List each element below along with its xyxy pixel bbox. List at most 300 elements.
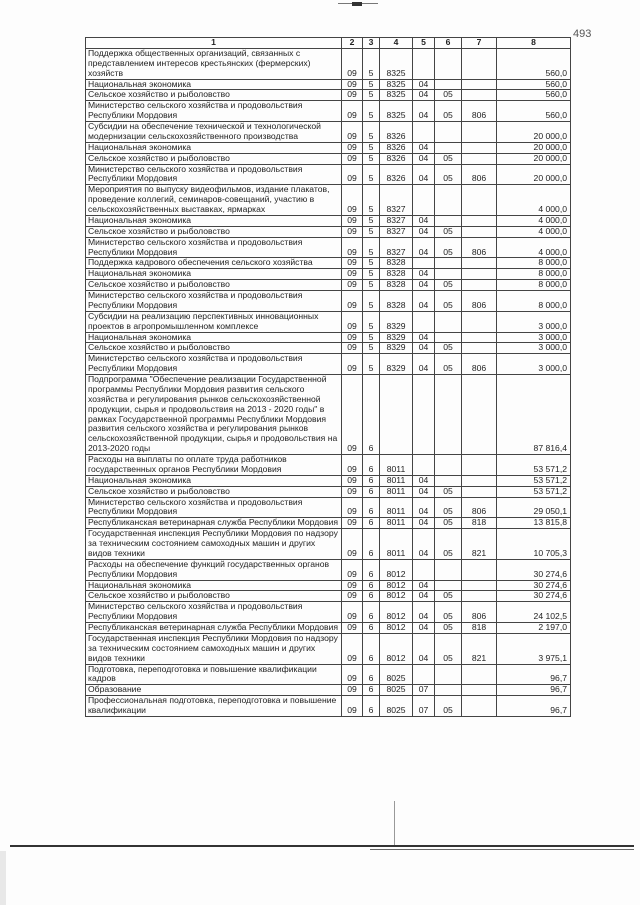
row-code-cell: 8326 xyxy=(380,153,413,164)
row-amount-cell: 3 975,1 xyxy=(497,633,571,664)
row-code-cell: 09 xyxy=(342,375,363,455)
row-name-cell: Государственная инспекция Республики Мордовия по надзору за техническим состоянием самоходных машин и других видов техники xyxy=(86,633,342,664)
table-row xyxy=(86,122,571,143)
table-row xyxy=(86,591,571,602)
row-code-cell: 05 xyxy=(435,633,462,664)
row-code-cell: 09 xyxy=(342,633,363,664)
row-code-cell: 04 xyxy=(413,602,435,623)
row-code-cell: 09 xyxy=(342,237,363,258)
row-code-cell: 05 xyxy=(435,486,462,497)
row-name-cell: Мероприятия по выпуску видеофильмов, издание плакатов, проведение коллегий, семинаров-совещаний, участию в сельскохозяйственных выставках, ярмарках xyxy=(86,185,342,216)
row-name-cell: Министерство сельского хозяйства и продовольствия Республики Мордовия xyxy=(86,354,342,375)
row-code-cell: 09 xyxy=(342,164,363,185)
row-code-cell: 05 xyxy=(435,237,462,258)
row-code-cell: 09 xyxy=(342,142,363,153)
row-code-cell: 8327 xyxy=(380,226,413,237)
row-code-cell: 05 xyxy=(435,497,462,518)
row-code-cell: 09 xyxy=(342,291,363,312)
row-name-cell: Национальная экономика xyxy=(86,269,342,280)
row-code-cell: 8012 xyxy=(380,559,413,580)
row-code-cell xyxy=(435,311,462,332)
row-name-cell: Министерство сельского хозяйства и продовольствия Республики Мордовия xyxy=(86,237,342,258)
row-amount-cell: 560,0 xyxy=(497,90,571,101)
row-code-cell: 6 xyxy=(363,529,380,560)
table-row xyxy=(86,497,571,518)
row-name-cell: Республиканская ветеринарная служба Республики Мордовия xyxy=(86,518,342,529)
row-code-cell xyxy=(462,559,497,580)
row-code-cell: 09 xyxy=(342,559,363,580)
row-code-cell: 6 xyxy=(363,486,380,497)
row-amount-cell: 560,0 xyxy=(497,101,571,122)
row-code-cell: 05 xyxy=(435,696,462,717)
row-code-cell: 04 xyxy=(413,475,435,486)
row-amount-cell: 20 000,0 xyxy=(497,164,571,185)
row-code-cell: 04 xyxy=(413,518,435,529)
table-row xyxy=(86,343,571,354)
row-code-cell xyxy=(435,48,462,79)
table-row xyxy=(86,475,571,486)
row-code-cell: 6 xyxy=(363,685,380,696)
row-code-cell: 09 xyxy=(342,664,363,685)
row-code-cell: 07 xyxy=(413,696,435,717)
row-code-cell: 04 xyxy=(413,291,435,312)
row-amount-cell: 560,0 xyxy=(497,48,571,79)
row-amount-cell: 3 000,0 xyxy=(497,332,571,343)
row-code-cell: 09 xyxy=(342,696,363,717)
table-body xyxy=(86,48,571,716)
row-amount-cell: 96,7 xyxy=(497,685,571,696)
row-code-cell: 6 xyxy=(363,623,380,634)
row-name-cell: Министерство сельского хозяйства и продовольствия Республики Мордовия xyxy=(86,164,342,185)
row-amount-cell: 10 705,3 xyxy=(497,529,571,560)
row-code-cell: 09 xyxy=(342,497,363,518)
row-code-cell: 5 xyxy=(363,258,380,269)
row-code-cell: 09 xyxy=(342,280,363,291)
row-code-cell: 09 xyxy=(342,475,363,486)
row-code-cell: 8326 xyxy=(380,122,413,143)
row-name-cell: Расходы на обеспечение функций государственных органов Республики Мордовия xyxy=(86,559,342,580)
row-code-cell: 04 xyxy=(413,591,435,602)
row-code-cell: 04 xyxy=(413,354,435,375)
table-row xyxy=(86,311,571,332)
row-amount-cell: 30 274,6 xyxy=(497,559,571,580)
row-code-cell: 821 xyxy=(462,633,497,664)
page-bottom-rule-secondary xyxy=(370,849,634,850)
row-code-cell: 04 xyxy=(413,280,435,291)
row-code-cell: 6 xyxy=(363,591,380,602)
table-row xyxy=(86,602,571,623)
scan-artifact-line xyxy=(394,801,395,845)
row-code-cell: 09 xyxy=(342,455,363,476)
row-code-cell: 6 xyxy=(363,580,380,591)
row-code-cell xyxy=(462,215,497,226)
row-code-cell: 8327 xyxy=(380,185,413,216)
row-code-cell xyxy=(435,122,462,143)
row-code-cell xyxy=(462,486,497,497)
row-code-cell: 09 xyxy=(342,311,363,332)
row-code-cell: 04 xyxy=(413,269,435,280)
row-code-cell: 04 xyxy=(413,90,435,101)
row-code-cell xyxy=(435,258,462,269)
row-code-cell xyxy=(435,685,462,696)
row-code-cell: 8011 xyxy=(380,518,413,529)
row-code-cell xyxy=(413,48,435,79)
row-code-cell: 8325 xyxy=(380,48,413,79)
row-code-cell: 8325 xyxy=(380,90,413,101)
row-code-cell: 6 xyxy=(363,475,380,486)
row-amount-cell: 4 000,0 xyxy=(497,226,571,237)
row-amount-cell: 4 000,0 xyxy=(497,215,571,226)
row-code-cell: 8012 xyxy=(380,591,413,602)
row-amount-cell: 20 000,0 xyxy=(497,122,571,143)
row-amount-cell: 30 274,6 xyxy=(497,580,571,591)
row-code-cell xyxy=(435,559,462,580)
row-code-cell: 8025 xyxy=(380,664,413,685)
table-row xyxy=(86,486,571,497)
row-code-cell: 09 xyxy=(342,685,363,696)
page-number: 493 xyxy=(573,28,592,40)
row-code-cell xyxy=(462,475,497,486)
table-row xyxy=(86,685,571,696)
row-code-cell xyxy=(462,696,497,717)
row-code-cell xyxy=(413,559,435,580)
row-code-cell: 8328 xyxy=(380,258,413,269)
table-row xyxy=(86,633,571,664)
column-header: 8 xyxy=(497,38,571,49)
row-code-cell xyxy=(462,280,497,291)
row-code-cell: 05 xyxy=(435,623,462,634)
row-code-cell: 09 xyxy=(342,580,363,591)
table-row xyxy=(86,153,571,164)
row-code-cell xyxy=(435,475,462,486)
row-code-cell: 04 xyxy=(413,497,435,518)
row-code-cell: 8329 xyxy=(380,332,413,343)
row-code-cell: 806 xyxy=(462,602,497,623)
row-code-cell: 09 xyxy=(342,343,363,354)
table-row xyxy=(86,237,571,258)
row-name-cell: Министерство сельского хозяйства и продовольствия Республики Мордовия xyxy=(86,291,342,312)
row-code-cell: 04 xyxy=(413,142,435,153)
row-code-cell xyxy=(462,332,497,343)
row-name-cell: Субсидии на реализацию перспективных инновационных проектов в агропромышленном комплексе xyxy=(86,311,342,332)
table-row xyxy=(86,580,571,591)
row-code-cell xyxy=(413,258,435,269)
row-code-cell: 818 xyxy=(462,518,497,529)
row-name-cell: Министерство сельского хозяйства и продовольствия Республики Мордовия xyxy=(86,101,342,122)
row-code-cell xyxy=(435,142,462,153)
row-code-cell: 04 xyxy=(413,79,435,90)
row-code-cell: 8012 xyxy=(380,633,413,664)
row-code-cell: 04 xyxy=(413,623,435,634)
row-code-cell xyxy=(462,455,497,476)
row-code-cell: 806 xyxy=(462,291,497,312)
row-amount-cell: 53 571,2 xyxy=(497,455,571,476)
row-code-cell: 5 xyxy=(363,48,380,79)
table-row xyxy=(86,518,571,529)
row-amount-cell: 4 000,0 xyxy=(497,237,571,258)
row-code-cell: 05 xyxy=(435,529,462,560)
row-code-cell: 05 xyxy=(435,602,462,623)
row-name-cell: Республиканская ветеринарная служба Республики Мордовия xyxy=(86,623,342,634)
row-code-cell: 04 xyxy=(413,633,435,664)
row-code-cell: 6 xyxy=(363,559,380,580)
row-code-cell xyxy=(413,375,435,455)
row-code-cell xyxy=(413,311,435,332)
row-amount-cell: 13 815,8 xyxy=(497,518,571,529)
row-name-cell: Национальная экономика xyxy=(86,580,342,591)
row-code-cell xyxy=(435,332,462,343)
budget-table xyxy=(85,37,571,717)
row-code-cell: 09 xyxy=(342,90,363,101)
row-code-cell: 5 xyxy=(363,215,380,226)
row-code-cell: 04 xyxy=(413,164,435,185)
row-code-cell xyxy=(462,258,497,269)
row-code-cell: 09 xyxy=(342,226,363,237)
row-code-cell: 8328 xyxy=(380,269,413,280)
row-code-cell: 8325 xyxy=(380,79,413,90)
row-code-cell: 09 xyxy=(342,518,363,529)
row-name-cell: Национальная экономика xyxy=(86,215,342,226)
table-row xyxy=(86,79,571,90)
row-code-cell: 8329 xyxy=(380,354,413,375)
row-code-cell xyxy=(462,591,497,602)
row-code-cell: 09 xyxy=(342,354,363,375)
row-code-cell xyxy=(435,664,462,685)
row-code-cell: 04 xyxy=(413,580,435,591)
row-code-cell: 05 xyxy=(435,101,462,122)
row-amount-cell: 8 000,0 xyxy=(497,280,571,291)
row-amount-cell: 29 050,1 xyxy=(497,497,571,518)
table-row xyxy=(86,455,571,476)
row-amount-cell: 20 000,0 xyxy=(497,153,571,164)
row-code-cell: 806 xyxy=(462,354,497,375)
row-name-cell: Сельское хозяйство и рыболовство xyxy=(86,343,342,354)
row-code-cell xyxy=(435,269,462,280)
page-bottom-rule xyxy=(10,845,634,847)
row-name-cell: Государственная инспекция Республики Мордовия по надзору за техническим состоянием самоходных машин и других видов техники xyxy=(86,529,342,560)
row-code-cell: 5 xyxy=(363,269,380,280)
row-code-cell: 09 xyxy=(342,269,363,280)
row-code-cell: 6 xyxy=(363,497,380,518)
row-code-cell: 6 xyxy=(363,375,380,455)
row-code-cell xyxy=(462,142,497,153)
scan-top-mark xyxy=(338,3,378,7)
row-amount-cell: 3 000,0 xyxy=(497,354,571,375)
row-code-cell: 04 xyxy=(413,101,435,122)
table-row xyxy=(86,226,571,237)
table-row xyxy=(86,142,571,153)
row-code-cell: 8012 xyxy=(380,623,413,634)
row-code-cell: 5 xyxy=(363,291,380,312)
row-code-cell: 5 xyxy=(363,237,380,258)
row-code-cell: 05 xyxy=(435,153,462,164)
row-amount-cell: 8 000,0 xyxy=(497,291,571,312)
table-row xyxy=(86,48,571,79)
column-header: 1 xyxy=(86,38,342,49)
table-row xyxy=(86,269,571,280)
row-code-cell xyxy=(413,122,435,143)
row-code-cell: 09 xyxy=(342,48,363,79)
row-code-cell xyxy=(435,455,462,476)
row-code-cell: 09 xyxy=(342,332,363,343)
row-code-cell: 04 xyxy=(413,529,435,560)
row-code-cell: 8011 xyxy=(380,475,413,486)
row-code-cell: 8025 xyxy=(380,685,413,696)
row-code-cell: 6 xyxy=(363,633,380,664)
table-row xyxy=(86,354,571,375)
row-code-cell: 05 xyxy=(435,291,462,312)
row-code-cell: 05 xyxy=(435,518,462,529)
row-code-cell: 8012 xyxy=(380,580,413,591)
table-row xyxy=(86,258,571,269)
row-code-cell xyxy=(380,375,413,455)
row-code-cell xyxy=(435,185,462,216)
row-amount-cell: 560,0 xyxy=(497,79,571,90)
table-row xyxy=(86,164,571,185)
row-code-cell: 5 xyxy=(363,332,380,343)
row-name-cell: Национальная экономика xyxy=(86,332,342,343)
row-code-cell: 8327 xyxy=(380,237,413,258)
row-amount-cell: 3 000,0 xyxy=(497,311,571,332)
row-code-cell xyxy=(462,122,497,143)
row-code-cell: 04 xyxy=(413,226,435,237)
row-code-cell: 8011 xyxy=(380,497,413,518)
table-row xyxy=(86,280,571,291)
row-code-cell: 6 xyxy=(363,664,380,685)
table-header-row xyxy=(86,38,571,49)
table-row xyxy=(86,559,571,580)
column-header: 6 xyxy=(435,38,462,49)
column-header: 5 xyxy=(413,38,435,49)
row-code-cell xyxy=(462,79,497,90)
row-code-cell: 09 xyxy=(342,529,363,560)
row-code-cell xyxy=(435,375,462,455)
row-name-cell: Национальная экономика xyxy=(86,79,342,90)
row-name-cell: Расходы на выплаты по оплате труда работников государственных органов Республики Мордовия xyxy=(86,455,342,476)
row-code-cell: 8328 xyxy=(380,280,413,291)
row-code-cell: 6 xyxy=(363,455,380,476)
table-row xyxy=(86,332,571,343)
row-code-cell: 8329 xyxy=(380,311,413,332)
row-code-cell: 09 xyxy=(342,122,363,143)
table-row xyxy=(86,696,571,717)
row-name-cell: Сельское хозяйство и рыболовство xyxy=(86,591,342,602)
row-code-cell xyxy=(462,153,497,164)
row-name-cell: Сельское хозяйство и рыболовство xyxy=(86,280,342,291)
row-code-cell: 05 xyxy=(435,354,462,375)
row-code-cell: 09 xyxy=(342,185,363,216)
row-code-cell: 806 xyxy=(462,237,497,258)
row-code-cell: 09 xyxy=(342,101,363,122)
row-code-cell: 8327 xyxy=(380,215,413,226)
row-code-cell: 09 xyxy=(342,79,363,90)
row-amount-cell: 30 274,6 xyxy=(497,591,571,602)
row-code-cell: 6 xyxy=(363,696,380,717)
row-code-cell: 09 xyxy=(342,215,363,226)
row-code-cell: 8011 xyxy=(380,455,413,476)
row-code-cell: 5 xyxy=(363,354,380,375)
row-amount-cell: 24 102,5 xyxy=(497,602,571,623)
row-code-cell: 09 xyxy=(342,602,363,623)
row-code-cell: 09 xyxy=(342,486,363,497)
row-code-cell: 5 xyxy=(363,101,380,122)
row-code-cell xyxy=(413,185,435,216)
row-code-cell xyxy=(462,343,497,354)
table-row xyxy=(86,375,571,455)
row-code-cell: 04 xyxy=(413,343,435,354)
row-code-cell: 5 xyxy=(363,226,380,237)
table-row xyxy=(86,185,571,216)
row-code-cell: 04 xyxy=(413,237,435,258)
table-row xyxy=(86,90,571,101)
row-code-cell: 04 xyxy=(413,332,435,343)
table-row xyxy=(86,215,571,226)
scan-edge-shadow xyxy=(0,851,6,905)
column-header: 4 xyxy=(380,38,413,49)
row-name-cell: Подготовка, переподготовка и повышение квалификации кадров xyxy=(86,664,342,685)
row-name-cell: Поддержка общественных организаций, связанных с представлением интересов крестьянских (фермерских) хозяйств xyxy=(86,48,342,79)
row-code-cell: 05 xyxy=(435,343,462,354)
row-name-cell: Субсидии на обеспечение технической и технологической модернизации сельскохозяйственного производства xyxy=(86,122,342,143)
row-code-cell: 818 xyxy=(462,623,497,634)
row-code-cell xyxy=(435,580,462,591)
row-name-cell: Сельское хозяйство и рыболовство xyxy=(86,153,342,164)
row-amount-cell: 4 000,0 xyxy=(497,185,571,216)
row-code-cell xyxy=(462,90,497,101)
row-code-cell: 05 xyxy=(435,164,462,185)
row-name-cell: Сельское хозяйство и рыболовство xyxy=(86,486,342,497)
row-name-cell: Сельское хозяйство и рыболовство xyxy=(86,90,342,101)
table-row xyxy=(86,291,571,312)
row-code-cell: 806 xyxy=(462,101,497,122)
table-row xyxy=(86,529,571,560)
table-row xyxy=(86,664,571,685)
row-code-cell: 5 xyxy=(363,280,380,291)
row-code-cell: 09 xyxy=(342,258,363,269)
row-code-cell: 09 xyxy=(342,623,363,634)
row-name-cell: Профессиональная подготовка, переподготовка и повышение квалификации xyxy=(86,696,342,717)
row-code-cell: 8329 xyxy=(380,343,413,354)
row-code-cell: 8328 xyxy=(380,291,413,312)
row-code-cell: 5 xyxy=(363,164,380,185)
row-name-cell: Подпрограмма "Обеспечение реализации Государственной программы Республики Мордовия развития сельского хозяйства и регулирования рынков сельскохозяйственной продукции, сырья и продовольствия на 2013 - 2020 годы" в рамках Государственной программы Республики Мордовия развития сельского хозяйства и регулирования рынков сельскохозяйственной продукции, сырья и продовольствия на 2013-2020 годы xyxy=(86,375,342,455)
row-code-cell xyxy=(462,685,497,696)
row-code-cell xyxy=(435,215,462,226)
row-code-cell: 8012 xyxy=(380,602,413,623)
row-code-cell: 5 xyxy=(363,343,380,354)
row-code-cell: 07 xyxy=(413,685,435,696)
row-code-cell: 8011 xyxy=(380,529,413,560)
row-name-cell: Поддержка кадрового обеспечения сельского хозяйства xyxy=(86,258,342,269)
row-amount-cell: 53 571,2 xyxy=(497,486,571,497)
row-code-cell: 5 xyxy=(363,185,380,216)
row-code-cell: 8326 xyxy=(380,142,413,153)
row-amount-cell: 96,7 xyxy=(497,696,571,717)
row-amount-cell: 96,7 xyxy=(497,664,571,685)
row-code-cell: 821 xyxy=(462,529,497,560)
row-code-cell: 8325 xyxy=(380,101,413,122)
column-header: 2 xyxy=(342,38,363,49)
row-name-cell: Образование xyxy=(86,685,342,696)
row-code-cell xyxy=(462,311,497,332)
row-code-cell: 05 xyxy=(435,591,462,602)
row-code-cell: 09 xyxy=(342,153,363,164)
row-code-cell: 6 xyxy=(363,518,380,529)
row-code-cell: 5 xyxy=(363,311,380,332)
row-code-cell xyxy=(462,664,497,685)
row-code-cell: 05 xyxy=(435,90,462,101)
table-row xyxy=(86,623,571,634)
